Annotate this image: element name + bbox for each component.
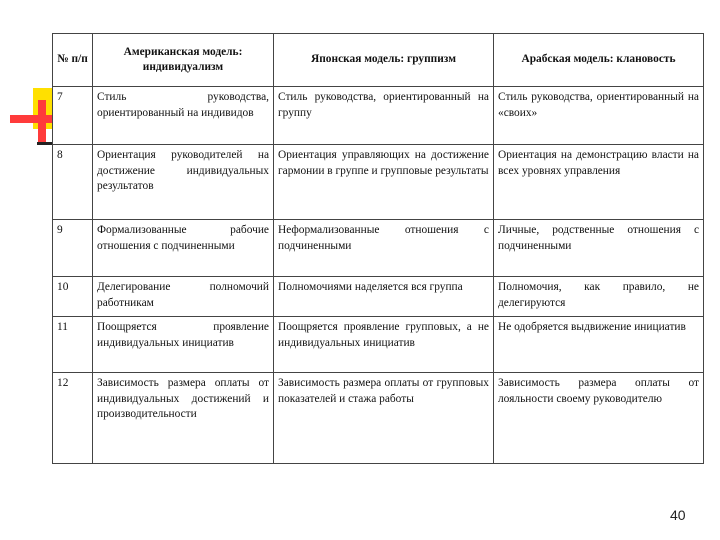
row-number: 9 <box>53 220 93 277</box>
row-number: 11 <box>53 317 93 373</box>
table-row <box>53 373 704 464</box>
cell-japanese: Полномочиями наделяется вся группа <box>274 277 494 317</box>
cell-arab: Личные, родственные отношения с подчиненными <box>494 220 704 277</box>
cell-arab: Зависимость размера оплаты от лояльности своему руководителю <box>494 373 704 464</box>
cell-japanese: Зависимость размера оплаты от групповых показателей и стажа работы <box>274 373 494 464</box>
cell-arab: Полномочия, как правило, не делегируются <box>494 277 704 317</box>
decorative-red-bar-horizontal <box>10 115 52 123</box>
header-number: № п/п <box>53 34 93 87</box>
header-american-model: Американская модель: индивидуализм <box>93 34 274 87</box>
table-row <box>53 277 704 317</box>
cell-japanese: Неформализованные отношения с подчиненными <box>274 220 494 277</box>
header-arab-model: Арабская модель: клановость <box>494 34 704 87</box>
table-row <box>53 145 704 220</box>
page-number: 40 <box>670 507 686 523</box>
cell-arab: Стиль руководства, ориентированный на «своих» <box>494 87 704 145</box>
cell-japanese: Стиль руководства, ориентированный на группу <box>274 87 494 145</box>
row-number: 12 <box>53 373 93 464</box>
row-number: 7 <box>53 87 93 145</box>
decorative-dark-line <box>37 142 53 145</box>
cell-american: Поощряется проявление индивидуальных инициатив <box>93 317 274 373</box>
table-row <box>53 317 704 373</box>
comparison-table <box>52 33 704 464</box>
cell-arab: Не одобряется выдвижение инициатив <box>494 317 704 373</box>
cell-american: Зависимость размера оплаты от индивидуальных достижений и производительности <box>93 373 274 464</box>
cell-american: Формализованные рабочие отношения с подчиненными <box>93 220 274 277</box>
cell-arab: Ориентация на демонстрацию власти на всех уровнях управления <box>494 145 704 220</box>
cell-american: Делегирование полномочий работникам <box>93 277 274 317</box>
cell-american: Стиль руководства, ориентированный на индивидов <box>93 87 274 145</box>
cell-american: Ориентация руководителей на достижение индивидуальных результатов <box>93 145 274 220</box>
cell-japanese: Поощряется проявление групповых, а не индивидуальных инициатив <box>274 317 494 373</box>
table-header-row <box>53 34 704 87</box>
row-number: 10 <box>53 277 93 317</box>
table-row <box>53 87 704 145</box>
cell-japanese: Ориентация управляющих на достижение гармонии в группе и групповые результаты <box>274 145 494 220</box>
table-row <box>53 220 704 277</box>
header-japanese-model: Японская модель: группизм <box>274 34 494 87</box>
row-number: 8 <box>53 145 93 220</box>
